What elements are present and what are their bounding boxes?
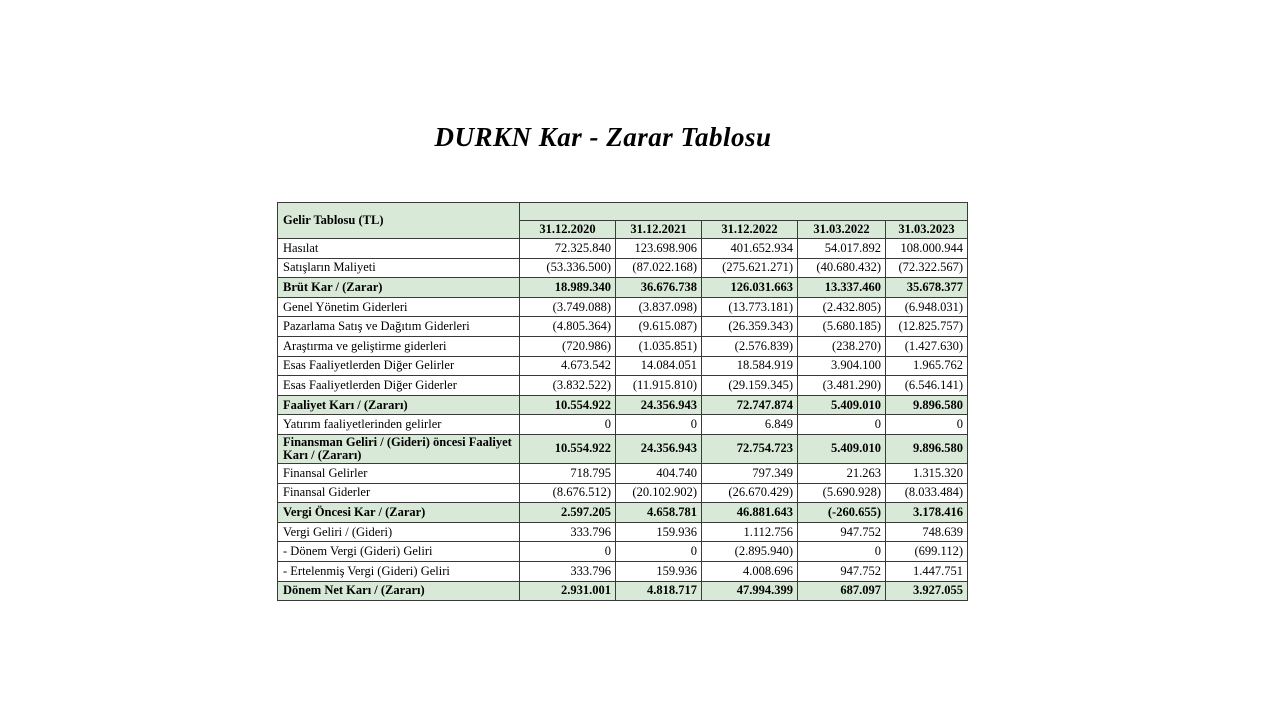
value-cell: 72.747.874: [702, 395, 798, 415]
value-cell: 2.931.001: [520, 581, 616, 601]
value-cell: 10.554.922: [520, 395, 616, 415]
value-cell: 0: [520, 415, 616, 435]
value-cell: 0: [616, 542, 702, 562]
value-cell: (1.035.851): [616, 336, 702, 356]
row-label: Yatırım faaliyetlerinden gelirler: [278, 415, 520, 435]
row-label: Brüt Kar / (Zarar): [278, 278, 520, 298]
value-cell: 35.678.377: [886, 278, 968, 298]
table-row: [278, 434, 968, 463]
value-cell: (13.773.181): [702, 297, 798, 317]
value-cell: 24.356.943: [616, 395, 702, 415]
income-statement-table: [277, 202, 968, 601]
row-label: Esas Faaliyetlerden Diğer Giderler: [278, 376, 520, 396]
row-label: Hasılat: [278, 239, 520, 259]
value-cell: 687.097: [798, 581, 886, 601]
table-row: [278, 561, 968, 581]
value-cell: (20.102.902): [616, 483, 702, 503]
value-cell: 159.936: [616, 522, 702, 542]
value-cell: 2.597.205: [520, 503, 616, 523]
value-cell: 123.698.906: [616, 239, 702, 259]
value-cell: (11.915.810): [616, 376, 702, 396]
column-header: 31.03.2022: [798, 221, 886, 239]
value-cell: (5.690.928): [798, 483, 886, 503]
value-cell: 6.849: [702, 415, 798, 435]
value-cell: 4.818.717: [616, 581, 702, 601]
value-cell: 0: [520, 542, 616, 562]
value-cell: 3.927.055: [886, 581, 968, 601]
value-cell: 36.676.738: [616, 278, 702, 298]
table-row: [278, 376, 968, 396]
row-label: - Ertelenmiş Vergi (Gideri) Geliri: [278, 561, 520, 581]
value-cell: 72.754.723: [702, 434, 798, 463]
value-cell: (699.112): [886, 542, 968, 562]
column-header: 31.12.2022: [702, 221, 798, 239]
table-row: [278, 522, 968, 542]
row-label: Satışların Maliyeti: [278, 258, 520, 278]
value-cell: (6.948.031): [886, 297, 968, 317]
table-row: [278, 356, 968, 376]
value-cell: 404.740: [616, 463, 702, 483]
column-header: 31.03.2023: [886, 221, 968, 239]
value-cell: (29.159.345): [702, 376, 798, 396]
table-row: [278, 483, 968, 503]
row-label: Finansal Giderler: [278, 483, 520, 503]
value-cell: 0: [798, 415, 886, 435]
table-row: [278, 463, 968, 483]
value-cell: 1.965.762: [886, 356, 968, 376]
value-cell: 47.994.399: [702, 581, 798, 601]
value-cell: (9.615.087): [616, 317, 702, 337]
value-cell: 18.584.919: [702, 356, 798, 376]
value-cell: (87.022.168): [616, 258, 702, 278]
value-cell: (2.576.839): [702, 336, 798, 356]
table-row: [278, 297, 968, 317]
table-row: [278, 581, 968, 601]
value-cell: 9.896.580: [886, 395, 968, 415]
value-cell: 10.554.922: [520, 434, 616, 463]
value-cell: (-260.655): [798, 503, 886, 523]
row-label: Pazarlama Satış ve Dağıtım Giderleri: [278, 317, 520, 337]
value-cell: 748.639: [886, 522, 968, 542]
value-cell: (2.432.805): [798, 297, 886, 317]
value-cell: 46.881.643: [702, 503, 798, 523]
value-cell: (8.033.484): [886, 483, 968, 503]
value-cell: (275.621.271): [702, 258, 798, 278]
table-header: [278, 203, 968, 239]
page-title: DURKN Kar - Zarar Tablosu: [434, 122, 772, 152]
row-label: Genel Yönetim Giderleri: [278, 297, 520, 317]
value-cell: (3.837.098): [616, 297, 702, 317]
value-cell: 718.795: [520, 463, 616, 483]
corner-label: Gelir Tablosu (TL): [278, 203, 520, 239]
value-cell: 0: [616, 415, 702, 435]
row-label: Finansal Gelirler: [278, 463, 520, 483]
value-cell: (26.670.429): [702, 483, 798, 503]
value-cell: 333.796: [520, 561, 616, 581]
value-cell: (3.481.290): [798, 376, 886, 396]
row-label: - Dönem Vergi (Gideri) Geliri: [278, 542, 520, 562]
value-cell: 13.337.460: [798, 278, 886, 298]
table-row: [278, 542, 968, 562]
value-cell: 3.178.416: [886, 503, 968, 523]
value-cell: (26.359.343): [702, 317, 798, 337]
value-cell: (53.336.500): [520, 258, 616, 278]
value-cell: 3.904.100: [798, 356, 886, 376]
table-row: [278, 415, 968, 435]
value-cell: 24.356.943: [616, 434, 702, 463]
table-row: [278, 278, 968, 298]
value-cell: (8.676.512): [520, 483, 616, 503]
value-cell: (1.427.630): [886, 336, 968, 356]
value-cell: (40.680.432): [798, 258, 886, 278]
value-cell: 0: [886, 415, 968, 435]
value-cell: 21.263: [798, 463, 886, 483]
value-cell: (238.270): [798, 336, 886, 356]
value-cell: 126.031.663: [702, 278, 798, 298]
table-row: [278, 317, 968, 337]
value-cell: (6.546.141): [886, 376, 968, 396]
table-body: [278, 239, 968, 601]
row-label: Vergi Öncesi Kar / (Zarar): [278, 503, 520, 523]
value-cell: (3.749.088): [520, 297, 616, 317]
value-cell: 947.752: [798, 561, 886, 581]
value-cell: 9.896.580: [886, 434, 968, 463]
value-cell: 1.315.320: [886, 463, 968, 483]
value-cell: (4.805.364): [520, 317, 616, 337]
value-cell: 0: [798, 542, 886, 562]
value-cell: 159.936: [616, 561, 702, 581]
value-cell: 5.409.010: [798, 395, 886, 415]
value-cell: 108.000.944: [886, 239, 968, 259]
row-label: Finansman Geliri / (Gideri) öncesi Faaliyet Karı / (Zararı): [278, 434, 520, 463]
value-cell: (5.680.185): [798, 317, 886, 337]
value-cell: (2.895.940): [702, 542, 798, 562]
value-cell: 4.673.542: [520, 356, 616, 376]
table-row: [278, 503, 968, 523]
table-row: [278, 395, 968, 415]
row-label: Esas Faaliyetlerden Diğer Gelirler: [278, 356, 520, 376]
table-row: [278, 336, 968, 356]
value-cell: 72.325.840: [520, 239, 616, 259]
value-cell: 333.796: [520, 522, 616, 542]
value-cell: 4.008.696: [702, 561, 798, 581]
value-cell: 14.084.051: [616, 356, 702, 376]
value-cell: 4.658.781: [616, 503, 702, 523]
row-label: Faaliyet Karı / (Zararı): [278, 395, 520, 415]
table-row: [278, 239, 968, 259]
column-header: 31.12.2021: [616, 221, 702, 239]
value-cell: (3.832.522): [520, 376, 616, 396]
row-label: Vergi Geliri / (Gideri): [278, 522, 520, 542]
value-cell: 5.409.010: [798, 434, 886, 463]
row-label: Dönem Net Karı / (Zararı): [278, 581, 520, 601]
column-header: 31.12.2020: [520, 221, 616, 239]
header-band: [520, 203, 968, 221]
value-cell: 401.652.934: [702, 239, 798, 259]
value-cell: (72.322.567): [886, 258, 968, 278]
table-row: [278, 258, 968, 278]
value-cell: 1.112.756: [702, 522, 798, 542]
value-cell: 947.752: [798, 522, 886, 542]
value-cell: 1.447.751: [886, 561, 968, 581]
value-cell: 18.989.340: [520, 278, 616, 298]
value-cell: (720.986): [520, 336, 616, 356]
row-label: Araştırma ve geliştirme giderleri: [278, 336, 520, 356]
value-cell: 54.017.892: [798, 239, 886, 259]
value-cell: (12.825.757): [886, 317, 968, 337]
value-cell: 797.349: [702, 463, 798, 483]
